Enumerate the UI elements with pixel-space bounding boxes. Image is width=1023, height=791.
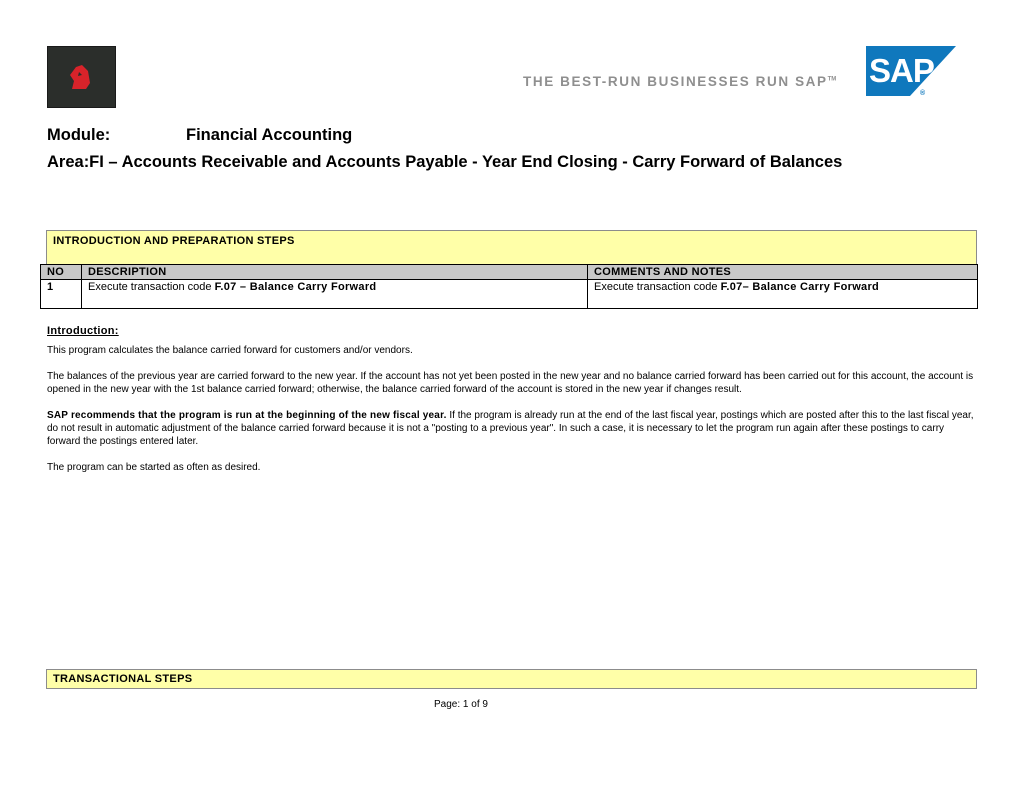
svg-text:SAP: SAP bbox=[869, 52, 934, 89]
table-header-row bbox=[41, 265, 978, 280]
column-header-comments: COMMENTS AND NOTES bbox=[588, 265, 978, 280]
sap-tagline: THE BEST-RUN BUSINESSES RUN SAP™ bbox=[523, 74, 837, 89]
introduction-body bbox=[47, 325, 975, 487]
introduction-paragraph-3: SAP recommends that the program is run at the beginning of the new fiscal year. If the program is already run at the end of the last fiscal year, postings which are posted after this to the last fiscal year, do not result in automatic adjustment of the balance carried forward because it is not a "posting to a previous year". In such a case, it is necessary to let the program run again after these postings to carry forward the postings entered later. bbox=[47, 410, 974, 447]
step-description: Execute transaction code F.07 – Balance Carry Forward bbox=[82, 280, 588, 309]
company-logo bbox=[47, 46, 116, 108]
intro-section-label: INTRODUCTION AND PREPARATION STEPS bbox=[53, 235, 295, 247]
steps-table bbox=[40, 264, 978, 309]
page-number: Page: 1 of 9 bbox=[434, 699, 488, 710]
introduction-heading: Introduction: bbox=[47, 325, 119, 337]
transactional-section-header bbox=[46, 669, 977, 689]
column-header-no: NO bbox=[41, 265, 82, 280]
table-row bbox=[41, 280, 978, 309]
introduction-paragraph-4: The program can be started as often as desired. bbox=[47, 462, 261, 473]
module-value: Financial Accounting bbox=[186, 126, 353, 144]
module-label: Module: bbox=[47, 126, 111, 144]
step-comment: Execute transaction code F.07– Balance Carry Forward bbox=[588, 280, 978, 309]
module-title bbox=[47, 126, 353, 145]
knight-icon bbox=[66, 63, 96, 91]
area-title: Area:FI – Accounts Receivable and Accounts Payable - Year End Closing - Carry Forward of Balances bbox=[47, 153, 843, 171]
column-header-description: DESCRIPTION bbox=[82, 265, 588, 280]
introduction-paragraph-2: The balances of the previous year are carried forward to the new year. If the account has not yet been posted in the new year and no balance carried forward has been carried out for this account, the account is opened in the new year with the 1st balance carried forward; otherwise, the balance carried forward of the account is stored in the new year if changes result. bbox=[47, 371, 974, 395]
sap-logo bbox=[866, 46, 956, 96]
transactional-section-label: TRANSACTIONAL STEPS bbox=[53, 673, 193, 685]
introduction-paragraph-1: This program calculates the balance carried forward for customers and/or vendors. bbox=[47, 345, 413, 356]
svg-text:®: ® bbox=[920, 90, 926, 96]
intro-section-header bbox=[46, 230, 977, 265]
step-number: 1 bbox=[41, 280, 82, 309]
